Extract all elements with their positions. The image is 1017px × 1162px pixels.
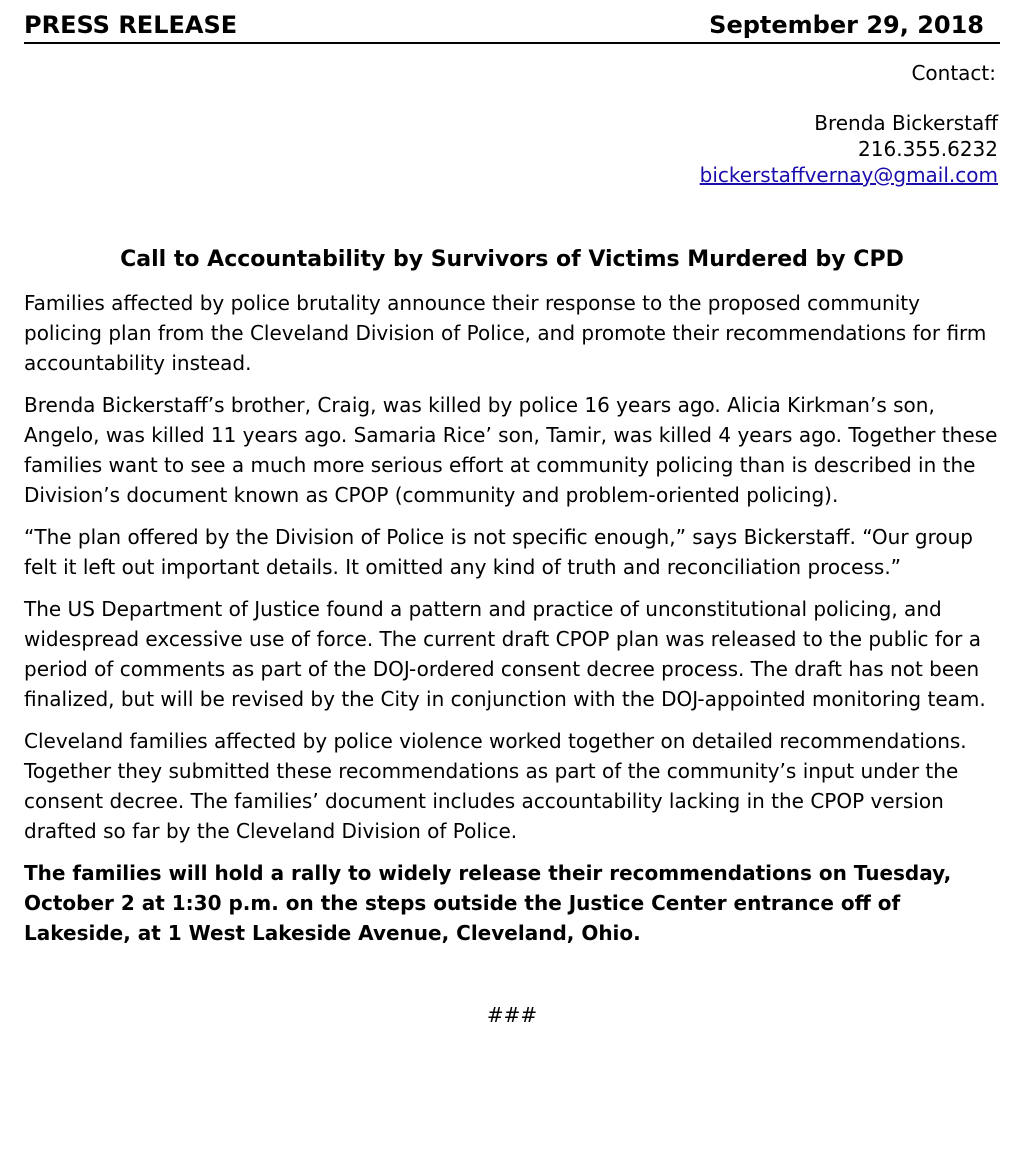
paragraph-families: Brenda Bickerstaff’s brother, Craig, was killed by police 16 years ago. Alicia Kirkman’s son, Angelo, was killed 11 years ago. Samaria Rice’ son, Tamir, was killed 4 years ago. Together these families want to see a much more serious effort at community policing than is described in the Division’s document known as CPOP (community and problem-oriented policing). <box>24 393 998 507</box>
headline: Call to Accountability by Survivors of Victims Murdered by CPD <box>120 247 904 272</box>
contact-email-link[interactable]: bickerstaffvernay@gmail.com <box>699 163 998 187</box>
press-release-page <box>24 8 1000 1028</box>
contact-block <box>24 60 1000 188</box>
end-mark: ### <box>486 1003 538 1027</box>
contact-name: Brenda Bickerstaff <box>814 111 998 135</box>
contact-phone: 216.355.6232 <box>858 137 998 161</box>
paragraph-quote: “The plan offered by the Division of Police is not specific enough,” says Bickerstaff. “Our group felt it left out important details. It omitted any kind of truth and reconciliation process.” <box>24 525 973 579</box>
press-release-label: PRESS RELEASE <box>24 11 238 39</box>
release-date: September 29, 2018 <box>709 11 984 39</box>
contact-label: Contact: <box>911 61 996 85</box>
paragraph-doj: The US Department of Justice found a pattern and practice of unconstitutional policing, and widespread excessive use of force. The current draft CPOP plan was released to the public for a period of comments as part of the DOJ-ordered consent decree process. The draft has not been finalized, but will be revised by the City in conjunction with the DOJ-appointed monitoring team. <box>24 597 986 711</box>
header-bar <box>24 8 1000 44</box>
paragraph-intro: Families affected by police brutality announce their response to the proposed community policing plan from the Cleveland Division of Police, and promote their recommendations for firm accountability instead. <box>24 291 987 375</box>
rally-announcement: The families will hold a rally to widely release their recommendations on Tuesday, October 2 at 1:30 p.m. on the steps outside the Justice Center entrance off of Lakeside, at 1 West Lakeside Avenue, Cleveland, Ohio. <box>24 861 952 945</box>
paragraph-recommendations: Cleveland families affected by police violence worked together on detailed recommendations. Together they submitted these recommendations as part of the community’s input under the consent decree. The families’ document includes accountability lacking in the CPOP version drafted so far by the Cleveland Division of Police. <box>24 729 967 843</box>
